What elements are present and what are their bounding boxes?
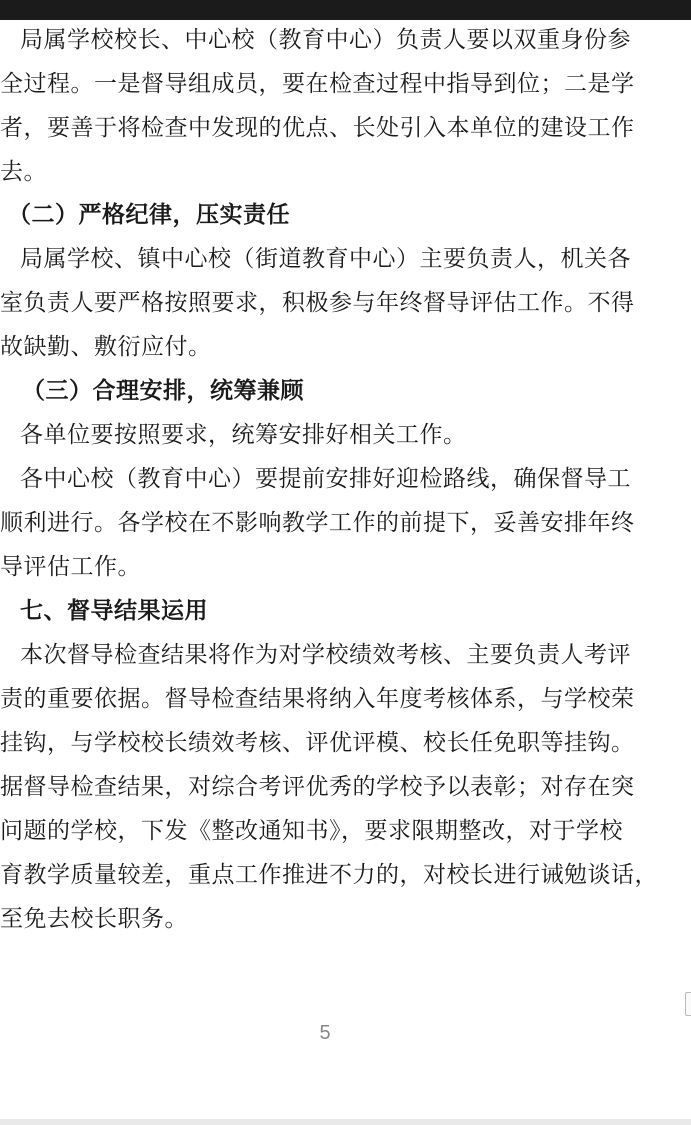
text-line: 本次督导检查结果将作为对学校绩效考核、主要负责人考评 <box>20 642 631 668</box>
text-line: 育教学质量较差，重点工作推进不力的，对校长进行诫勉谈话， <box>0 862 658 888</box>
text-line: 问题的学校，下发《整改通知书》，要求限期整改，对于学校 <box>0 818 623 844</box>
section-heading: 七、督导结果运用 <box>20 598 208 624</box>
text-line: 导评估工作。 <box>0 554 141 580</box>
text-line: 各单位要按照要求，统筹安排好相关工作。 <box>20 422 467 448</box>
text-line: 顺利进行。各学校在不影响教学工作的前提下，妥善安排年终 <box>0 510 635 536</box>
text-line: 局属学校校长、中心校（教育中心）负责人要以双重身份参 <box>20 27 631 53</box>
text-line: 全过程。一是督导组成员，要在检查过程中指导到位；二是学 <box>0 71 635 97</box>
status-bar <box>0 0 691 20</box>
bottom-divider <box>0 1119 691 1125</box>
text-line: 室负责人要严格按照要求，积极参与年终督导评估工作。不得 <box>0 290 635 316</box>
page-number: 5 <box>319 1022 331 1044</box>
text-line: 各中心校（教育中心）要提前安排好迎检路线，确保督导工 <box>20 466 631 492</box>
section-heading: （三）合理安排，统筹兼顾 <box>22 378 304 404</box>
text-line: 故缺勤、敷衍应付。 <box>0 334 212 360</box>
text-line: 者，要善于将检查中发现的优点、长处引入本单位的建设工作 <box>0 115 635 141</box>
text-line: 局属学校、镇中心校（街道教育中心）主要负责人，机关各 <box>20 246 631 272</box>
section-heading: （二）严格纪律，压实责任 <box>8 202 290 228</box>
text-line: 至免去校长职务。 <box>0 906 188 932</box>
text-line: 责的重要依据。督导检查结果将纳入年度考核体系，与学校荣 <box>0 686 635 712</box>
scroll-handle[interactable] <box>685 992 691 1016</box>
text-line: 据督导检查结果，对综合考评优秀的学校予以表彰；对存在突 <box>0 774 635 800</box>
text-line: 去。 <box>0 159 47 185</box>
text-line: 挂钩，与学校校长绩效考核、评优评模、校长任免职等挂钩。 <box>0 730 635 756</box>
